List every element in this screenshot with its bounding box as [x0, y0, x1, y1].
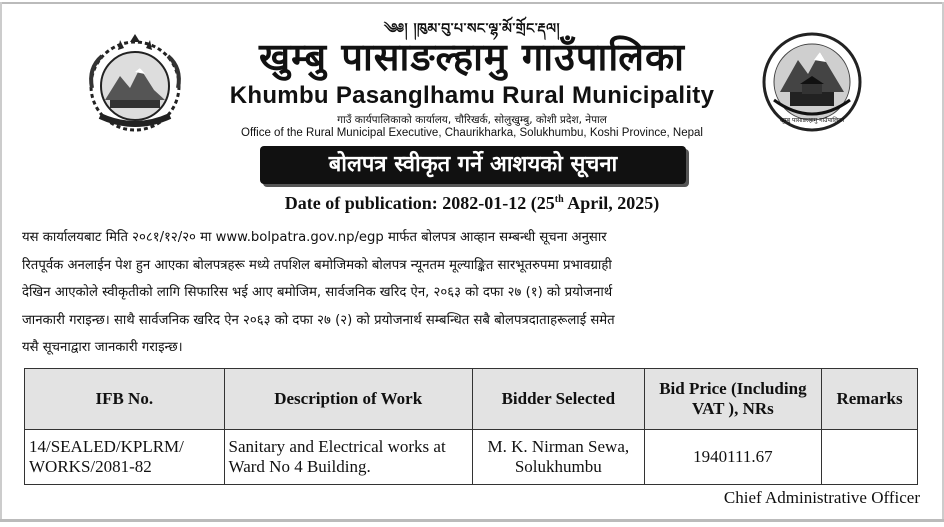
table-header-row — [25, 369, 918, 430]
header-bidder: Bidder Selected — [472, 369, 644, 430]
header-bid-price: Bid Price (Including VAT ), NRs — [644, 369, 821, 430]
date-superscript: th — [554, 194, 564, 205]
cell-remarks — [822, 430, 918, 485]
header-description: Description of Work — [224, 369, 472, 430]
cell-bidder: M. K. Nirman Sewa, Solukhumbu — [472, 430, 644, 485]
bottom-border — [0, 519, 944, 522]
date-prefix: Date of publication: 2082-01-12 (25 — [284, 193, 555, 213]
emblem-caption: खुम्बु पासाङल्हामु गाउँपालिका — [779, 117, 845, 124]
english-office-address: Office of the Rural Municipal Executive, Chaurikharka, Solukhumbu, Koshi Province, Nepal — [241, 127, 703, 139]
award-table — [24, 368, 918, 485]
signatory-title: Chief Administrative Officer — [723, 488, 920, 507]
cell-description: Sanitary and Electrical works at Ward No 4 Building. — [224, 430, 472, 485]
cell-bid-price: 1940111.67 — [644, 430, 821, 485]
body-line: रितपूर्वक अनलाईन पेश हुन आएका बोलपत्रहरू मध्ये तपशिल बमोजिमको बोलपत्र न्यूनतम मूल्याङ्कित सारभूतरुपमा प्रभावग्राही — [22, 257, 612, 273]
english-municipality-title: Khumbu Pasanglhamu Rural Municipality — [229, 82, 715, 109]
header-ifb-no: IFB No. — [25, 369, 225, 430]
nepali-office-address: गाउँ कार्यपालिकाको कार्यालय, चौरिखर्क, सोलुखुम्बु, कोशी प्रदेश, नेपाल — [337, 114, 607, 126]
publication-date — [0, 193, 944, 214]
header-remarks: Remarks — [822, 369, 918, 430]
body-line: जानकारी गराइन्छ। साथै सार्वजनिक खरिद ऐन २०६३ को दफा २७ (२) को प्रयोजनार्थ सम्बन्धित सबै बोलपत्रदाताहरूलाई समेत — [22, 312, 615, 328]
body-line: यसै सूचनाद्वारा जानकारी गराइन्छ। — [22, 340, 183, 355]
body-line: देखिन आएकोले स्वीकृतीको लागि सिफारिस भई आए बमोजिम, सार्वजनिक खरिद ऐन, २०६३ को दफा २७ (१) को प्रयोजनार्थ — [22, 285, 613, 300]
nepali-municipality-title: खुम्बु पासाङल्हामु गाउँपालिका — [259, 35, 685, 79]
body-line: यस कार्यालयबाट मिति २०८१/१२/२० मा www.bolpatra.gov.np/egp मार्फत बोलपत्र आव्हान सम्बन्धी सूचना अनुसार — [22, 230, 607, 245]
cell-ifb-no: 14/SEALED/KPLRM/ WORKS/2081-82 — [25, 430, 225, 485]
notice-title: बोलपत्र स्वीकृत गर्ने आशयको सूचना — [328, 152, 618, 177]
top-border — [0, 2, 944, 4]
date-suffix: April, 2025) — [563, 193, 660, 213]
notice-title-banner — [260, 146, 686, 184]
table-row — [25, 430, 918, 485]
tibetan-line: ༄༅། །ཁུམ་བུ་པ་སང་ལྷ་མོ་གྲོང་རྡལ། — [383, 21, 561, 37]
notice-body — [22, 224, 924, 362]
